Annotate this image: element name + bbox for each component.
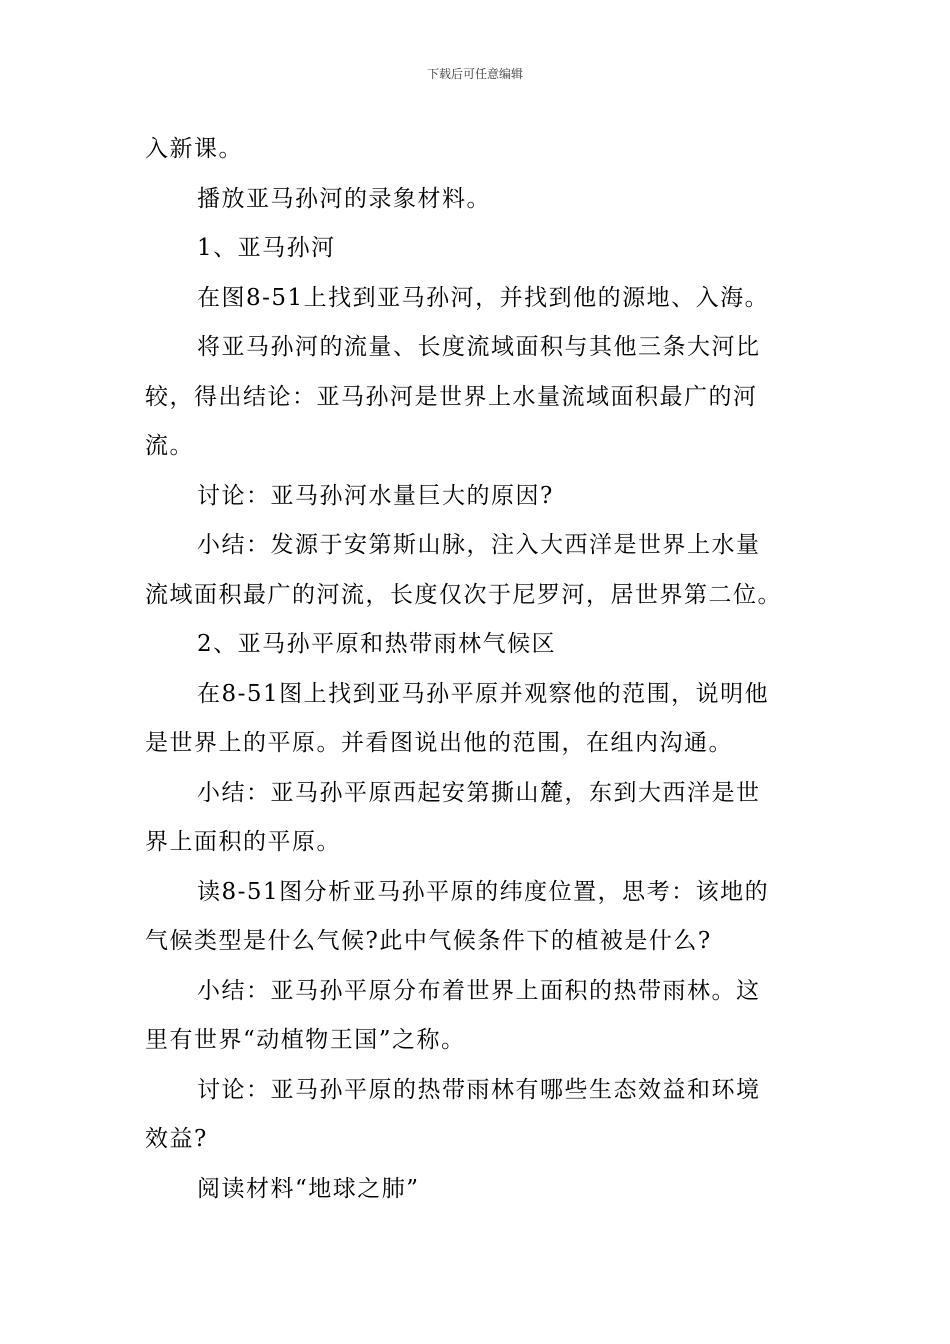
- text-line: 里有世界“动植物王国”之称。: [145, 1027, 466, 1053]
- page-header: 下载后可任意编辑: [426, 67, 523, 81]
- text-line: 入新课。: [145, 136, 243, 162]
- text-line: 2、亚马孙平原和热带雨林气候区: [197, 631, 557, 657]
- text-line: 小结：亚马孙平原西起安第撕山麓，东到大西洋是世: [197, 779, 761, 806]
- text-line: 气候类型是什么气候?此中气候条件下的植被是什么?: [145, 928, 712, 954]
- text-line: 较，得出结论：亚马孙河是世界上水量流域面积最广的河: [145, 383, 758, 410]
- document-body: [145, 125, 810, 1214]
- text-line: 是世界上的平原。并看图说出他的范围，在组内沟通。: [145, 730, 733, 756]
- text-line: 界上面积的平原。: [145, 829, 341, 855]
- text-line: 小结：亚马孙平原分布着世界上面积的热带雨林。这: [197, 977, 761, 1004]
- text-line: 讨论：亚马孙平原的热带雨林有哪些生态效益和环境: [197, 1076, 761, 1103]
- text-line: 流域面积最广的河流，长度仅次于尼罗河，居世界第二位。: [145, 581, 782, 608]
- text-line: 读8-51图分析亚马孙平原的纬度位置，思考：该地的: [197, 878, 770, 905]
- text-line: 效益?: [145, 1126, 208, 1152]
- text-line: 阅读材料“地球之肺”: [197, 1175, 420, 1202]
- text-line: 在8-51图上找到亚马孙平原并观察他的范围，说明他: [197, 680, 770, 707]
- text-line: 在图8-51上找到亚马孙河，并找到他的源地、入海。: [197, 284, 770, 311]
- text-line: 将亚马孙河的流量、长度流域面积与其他三条大河比: [197, 334, 761, 360]
- text-line: 小结：发源于安第斯山脉，注入大西洋是世界上水量: [197, 532, 761, 558]
- text-line: 讨论：亚马孙河水量巨大的原因?: [197, 482, 554, 509]
- text-line: 播放亚马孙河的录象材料。: [197, 185, 491, 212]
- text-line: 1、亚马孙河: [197, 235, 336, 261]
- text-line: 流。: [145, 433, 194, 459]
